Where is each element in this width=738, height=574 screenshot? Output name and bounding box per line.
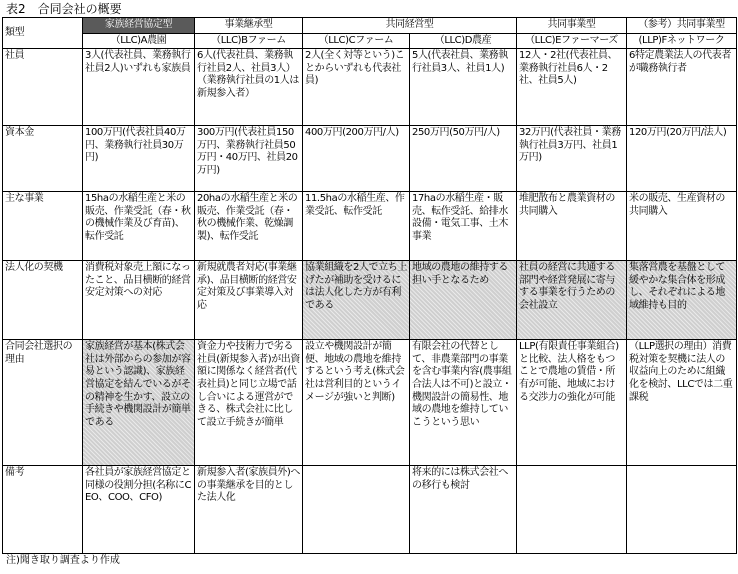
company-overview-table [2, 17, 737, 554]
cell-members-b: 6人(代表社員、業務執行社員2人、社員3人）（業務執行社員の1人は新規参入者） [195, 49, 303, 126]
cell-business-c: 11.5haの水稲生産、作業受託、転作受託 [303, 192, 410, 261]
type-header-cell: 類型 [3, 18, 83, 49]
cell-reason-f: （LLP選択の理由）消費税対策を契機に法人の収益向上のために組織化を検討、LLCでは二重課税 [627, 340, 737, 466]
cell-trigger-a: 消費税対象売上額になったこと、品目横断的経営安定対策への対応 [83, 261, 195, 340]
cell-trigger-b: 新規就農者対応(事業継承)、品目横断的経営安定対策及び事業導入対応 [195, 261, 303, 340]
table-row [3, 466, 737, 554]
cell-capital-c: 400万円(200万円/人) [303, 126, 410, 192]
cell-business-b: 20haの水稲生産と米の販売、作業受託（春・秋の機械作業、乾燥調製)、転作受託 [195, 192, 303, 261]
cell-remarks-e [517, 466, 627, 554]
cell-trigger-d: 地域の農地の維持する担い手となるため [410, 261, 517, 340]
cell-capital-f: 120万円(20万円/法人) [627, 126, 737, 192]
group-header-family-agreement: 家族経営協定型 [83, 18, 195, 34]
cell-reason-e: LLP(有限責任事業組合)と比較、法人格をもつことで農地の賃借・所有が可能、地域における交渉力の強化が可能 [517, 340, 627, 466]
cell-members-a: 3人(代表社員、業務執行社員2人)いずれも家族員 [83, 49, 195, 126]
cell-trigger-c: 協業組織を2人で立ち上げたが補助を受けるには法人化した方が有利である [303, 261, 410, 340]
cell-business-f: 米の販売、生産資材の共同購入 [627, 192, 737, 261]
table-row [3, 49, 737, 126]
cell-remarks-a: 各社員が家族経営協定と同様の役割分担(名称にCEO、COO、CFO) [83, 466, 195, 554]
cell-members-e: 12人・2社(代表社員、業務執行社員6人・2社、社員5人) [517, 49, 627, 126]
cell-business-d: 17haの水稲生産・販売、転作受託、給排水設備・電気工事、土木事業 [410, 192, 517, 261]
cell-reason-d: 有限会社の代替として、非農業部門の事業を含む事業内容(農事組合法人は不可)と設立・機関設計の簡易性、地域の農地を維持していこうという思い [410, 340, 517, 466]
group-header-succession: 事業継承型 [195, 18, 303, 34]
company-header-a: （LLC)A農園 [83, 33, 195, 49]
company-header-e: （LLC)Eファーマーズ [517, 33, 627, 49]
row-label-capital: 資本金 [3, 126, 83, 192]
table-row [3, 340, 737, 466]
cell-remarks-d: 将来的には株式会社への移行も検討 [410, 466, 517, 554]
cell-reason-c: 設立や機関設計が簡便、地域の農地を維持するという考え(株式会社は営利目的というイメージが強いと判断) [303, 340, 410, 466]
company-header-c: （LLC)Cファーム [303, 33, 410, 49]
cell-trigger-f: 集落営農を基盤として緩やかな集合体を形成し、それぞれによる地域維持も目的 [627, 261, 737, 340]
table-row [3, 261, 737, 340]
row-label-members: 社員 [3, 49, 83, 126]
cell-trigger-e: 社員の経営に共通する部門や経営発展に寄与する事業を行うための会社設立 [517, 261, 627, 340]
cell-members-c: 2人(全く対等という)ことからいずれも代表社員) [303, 49, 410, 126]
row-label-remarks: 備考 [3, 466, 83, 554]
cell-remarks-f [627, 466, 737, 554]
company-header-b: （LLC)Bファーム [195, 33, 303, 49]
cell-members-f: 6特定農業法人の代表者が職務執行者 [627, 49, 737, 126]
table-row [3, 126, 737, 192]
row-label-main-business: 主な事業 [3, 192, 83, 261]
cell-capital-a: 100万円(代表社員40万円、業務執行社員30万円) [83, 126, 195, 192]
company-header-d: （LLC)D農産 [410, 33, 517, 49]
cell-capital-b: 300万円(代表社員150万円、業務執行社員50万円・40万円、社員20万円) [195, 126, 303, 192]
cell-business-e: 堆肥散布と農業資材の共同購入 [517, 192, 627, 261]
cell-reason-b: 資金力や技術力で劣る社員(新規参入者)が出資額に関係なく経営者(代表社員)と同じ立場で話し合いによる運営ができる、株式会社に比して設立手続きが簡単 [195, 340, 303, 466]
row-label-selection-reason: 合同会社選択の理由 [3, 340, 83, 466]
cell-remarks-b: 新規参入者(家族員外)への事業継承を目的とした法人化 [195, 466, 303, 554]
source-note: 注)聞き取り調査より作成 [6, 555, 120, 566]
row-label-incorporation-trigger: 法人化の契機 [3, 261, 83, 340]
table-row [3, 192, 737, 261]
table-caption: 表2 合同会社の概要 [6, 2, 122, 16]
cell-capital-e: 32万円(代表社員・業務執行社員3万円、社員1万円) [517, 126, 627, 192]
group-header-reference-joint-business: （参考）共同事業型 [627, 18, 737, 34]
cell-reason-a: 家族経営が基本(株式会社は外部からの参加が容易という認識)、家族経営協定を結んでいるがその精神を生かす、設立の手続きや機関設計が簡単である [83, 340, 195, 466]
cell-business-a: 15haの水稲生産と米の販売、作業受託（春・秋の機械作業及び育苗)、転作受託 [83, 192, 195, 261]
group-header-joint-business: 共同事業型 [517, 18, 627, 34]
group-header-joint-management: 共同経営型 [303, 18, 517, 34]
cell-members-d: 5人(代表社員、業務執行社員3人、社員1人) [410, 49, 517, 126]
company-header-f: (LLP)Fネットワーク [627, 33, 737, 49]
cell-capital-d: 250万円(50万円/人) [410, 126, 517, 192]
cell-remarks-c [303, 466, 410, 554]
